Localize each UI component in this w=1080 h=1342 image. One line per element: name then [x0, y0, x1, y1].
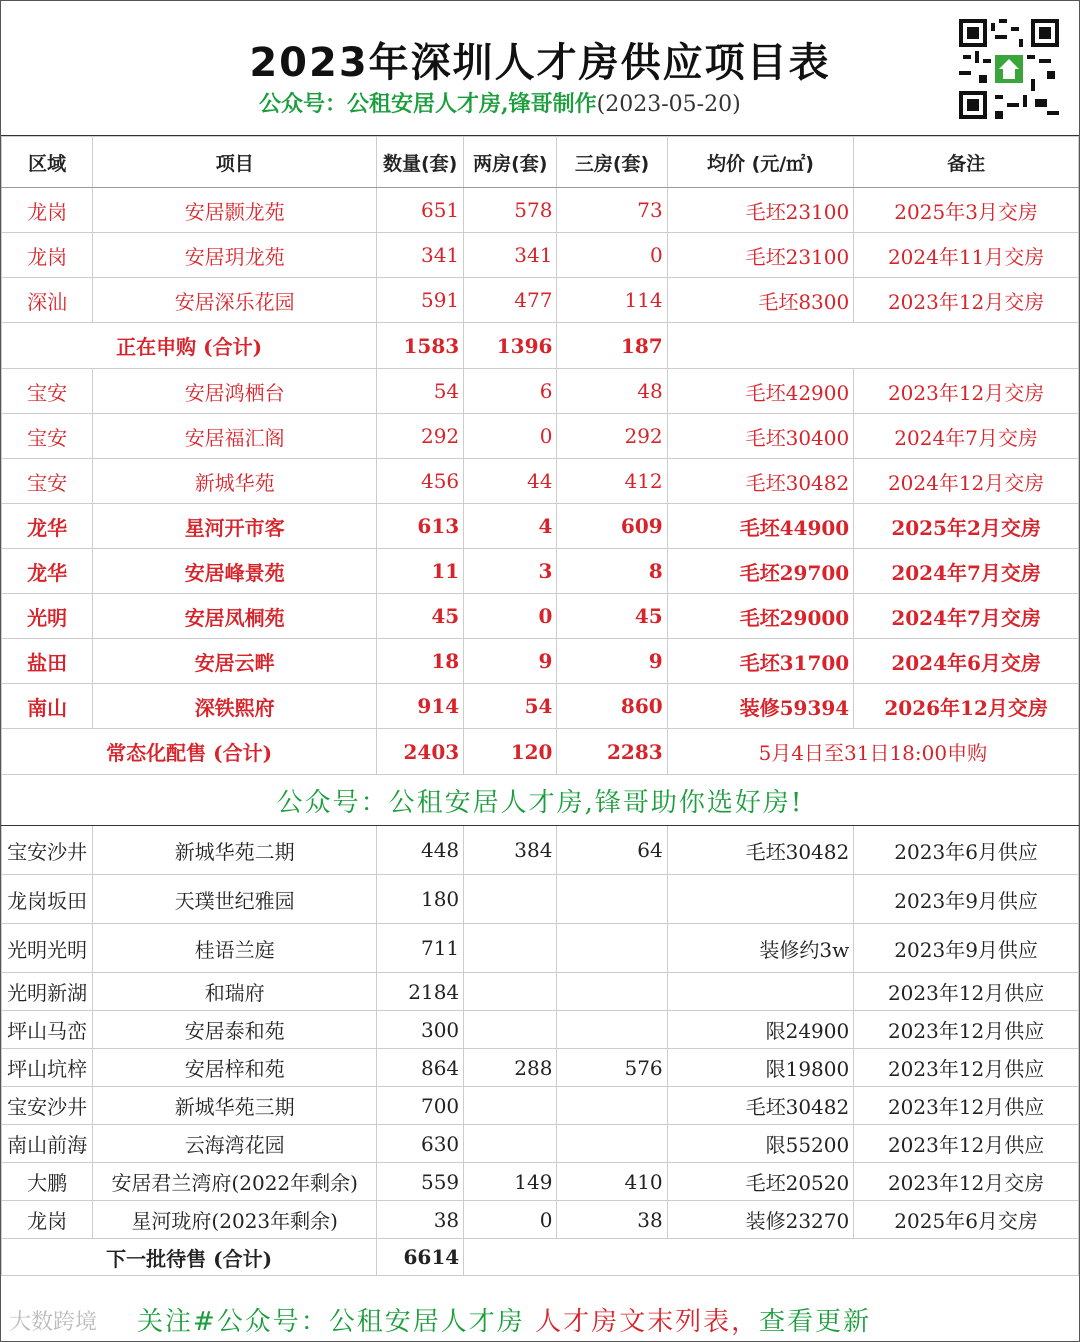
table-cell: 2023年9月供应 [854, 875, 1079, 924]
subtotal-row [2, 1239, 1079, 1276]
table-cell: 2026年12月交房 [854, 684, 1079, 729]
table-row [2, 278, 1079, 323]
table-cell: 48 [557, 369, 667, 414]
table-cell: 2024年12月交房 [854, 459, 1079, 504]
table-cell: 2023年12月供应 [854, 1049, 1079, 1087]
table-cell: 龙岗 [2, 188, 93, 233]
table-cell: 2024年7月交房 [854, 414, 1079, 459]
table-cell: 毛坯44900 [667, 504, 854, 549]
table-cell: 2184 [377, 973, 464, 1011]
table-cell: 0 [464, 594, 557, 639]
table-cell: 毛坯30482 [667, 826, 854, 875]
table-cell: 盐田 [2, 639, 93, 684]
table-row [2, 414, 1079, 459]
table-cell [667, 875, 854, 924]
table-cell: 天璞世纪雅园 [93, 875, 377, 924]
table-cell: 288 [464, 1049, 557, 1087]
table-cell: 装修约3w [667, 924, 854, 973]
table-row [2, 233, 1079, 278]
table-cell: 11 [377, 549, 464, 594]
table-cell: 9 [557, 639, 667, 684]
subtotal-cell: 120 [464, 729, 557, 775]
table-cell: 宝安沙井 [2, 826, 93, 875]
table-cell [464, 973, 557, 1011]
table-cell: 2024年6月交房 [854, 639, 1079, 684]
table-row [2, 369, 1079, 414]
table-cell: 651 [377, 188, 464, 233]
table-cell: 448 [377, 826, 464, 875]
table-cell: 毛坯30482 [667, 459, 854, 504]
table-cell: 914 [377, 684, 464, 729]
table-cell: 38 [377, 1201, 464, 1239]
table-cell [557, 1011, 667, 1049]
footer-part3: 查看更新 [759, 1307, 872, 1337]
table-cell: 南山 [2, 684, 93, 729]
table-cell: 711 [377, 924, 464, 973]
table-cell: 宝安 [2, 369, 93, 414]
table-cell: 2024年7月交房 [854, 594, 1079, 639]
column-header: 区域 [2, 137, 93, 188]
table-cell: 341 [377, 233, 464, 278]
table-cell: 新城华苑三期 [93, 1087, 377, 1125]
table-cell: 149 [464, 1163, 557, 1201]
table-cell: 限24900 [667, 1011, 854, 1049]
table-cell [557, 875, 667, 924]
table-cell: 宝安 [2, 459, 93, 504]
table-cell: 180 [377, 875, 464, 924]
column-header: 三房(套) [557, 137, 667, 188]
table-cell: 2023年12月供应 [854, 1125, 1079, 1163]
table-cell: 559 [377, 1163, 464, 1201]
promo-banner-text: 公众号：公租安居人才房,锋哥助你选好房! [2, 775, 1079, 826]
table-cell: 864 [377, 1049, 464, 1087]
column-header: 均价 (元/㎡) [667, 137, 854, 188]
table-cell: 54 [377, 369, 464, 414]
table-row [2, 1163, 1079, 1201]
table-cell: 591 [377, 278, 464, 323]
table-cell: 2023年12月交房 [854, 1163, 1079, 1201]
table-row [2, 639, 1079, 684]
table-cell: 860 [557, 684, 667, 729]
subtotal-cell: 2403 [377, 729, 464, 775]
table-cell: 安居颢龙苑 [93, 188, 377, 233]
table-cell: 安居泰和苑 [93, 1011, 377, 1049]
table-cell: 光明 [2, 594, 93, 639]
table-header-row [2, 137, 1079, 188]
table-cell: 630 [377, 1125, 464, 1163]
table-cell: 安居峰景苑 [93, 549, 377, 594]
table-cell: 609 [557, 504, 667, 549]
table-cell [557, 1087, 667, 1125]
table-cell: 星河珑府(2023年剩余) [93, 1201, 377, 1239]
table-cell: 3 [464, 549, 557, 594]
table-cell: 限55200 [667, 1125, 854, 1163]
table-cell: 9 [464, 639, 557, 684]
table-cell: 龙华 [2, 504, 93, 549]
subtotal-cell: 常态化配售 (合计) [2, 729, 377, 775]
table-cell: 安居云畔 [93, 639, 377, 684]
table-cell: 2023年12月交房 [854, 369, 1079, 414]
table-cell: 安居福汇阁 [93, 414, 377, 459]
table-row [2, 504, 1079, 549]
table-cell: 装修23270 [667, 1201, 854, 1239]
subtotal-row [2, 323, 1079, 369]
table-cell: 2024年7月交房 [854, 549, 1079, 594]
table-cell: 毛坯8300 [667, 278, 854, 323]
table-cell: 8 [557, 549, 667, 594]
subtotal-cell: 187 [557, 323, 667, 369]
table-cell: 光明新湖 [2, 973, 93, 1011]
table-cell [464, 1011, 557, 1049]
column-header: 备注 [854, 137, 1079, 188]
table-row [2, 459, 1079, 504]
table-cell: 45 [377, 594, 464, 639]
table-cell: 毛坯20520 [667, 1163, 854, 1201]
table-row [2, 1049, 1079, 1087]
table-cell: 龙岗 [2, 1201, 93, 1239]
table-cell: 宝安 [2, 414, 93, 459]
page-title: 2023年深圳人才房供应项目表 [249, 40, 831, 86]
table-cell: 2023年12月供应 [854, 1087, 1079, 1125]
table-cell: 114 [557, 278, 667, 323]
table-cell: 700 [377, 1087, 464, 1125]
table-cell: 南山前海 [2, 1125, 93, 1163]
subtitle-date: (2023-05-20) [596, 92, 741, 117]
table-row [2, 973, 1079, 1011]
table-cell: 456 [377, 459, 464, 504]
footer-part1: 关注#公众号：公租安居人才房 [137, 1307, 536, 1337]
table-cell: 576 [557, 1049, 667, 1087]
subtotal-cell [464, 1239, 1079, 1276]
housing-table [1, 136, 1079, 1276]
qr-code-icon[interactable] [959, 19, 1059, 119]
table-cell: 18 [377, 639, 464, 684]
table-cell [557, 973, 667, 1011]
table-cell: 和瑞府 [93, 973, 377, 1011]
table-cell: 2025年2月交房 [854, 504, 1079, 549]
table-cell: 装修59394 [667, 684, 854, 729]
subtotal-cell: 6614 [377, 1239, 464, 1276]
table-cell: 54 [464, 684, 557, 729]
table-cell: 毛坯29000 [667, 594, 854, 639]
subtotal-cell: 5月4日至31日18:00申购 [667, 729, 1078, 775]
table-cell: 大鹏 [2, 1163, 93, 1201]
table-cell: 44 [464, 459, 557, 504]
table-row [2, 826, 1079, 875]
table-cell: 384 [464, 826, 557, 875]
table-row [2, 684, 1079, 729]
table-cell: 毛坯30400 [667, 414, 854, 459]
table-cell [464, 1125, 557, 1163]
footer-banner [1, 1305, 1079, 1337]
watermark: 大数跨境 [9, 1310, 98, 1335]
table-cell: 73 [557, 188, 667, 233]
table-cell: 4 [464, 504, 557, 549]
table-cell [557, 1125, 667, 1163]
table-cell: 星河开市客 [93, 504, 377, 549]
table-cell: 毛坯42900 [667, 369, 854, 414]
table-cell: 毛坯23100 [667, 188, 854, 233]
table-cell: 412 [557, 459, 667, 504]
table-cell: 300 [377, 1011, 464, 1049]
subtotal-cell: 正在申购 (合计) [2, 323, 377, 369]
table-cell: 2023年6月供应 [854, 826, 1079, 875]
table-cell: 0 [464, 1201, 557, 1239]
table-row [2, 1087, 1079, 1125]
subtotal-cell [667, 323, 1078, 369]
promo-banner-row [2, 775, 1079, 826]
table-row [2, 1201, 1079, 1239]
table-cell: 613 [377, 504, 464, 549]
table-cell: 2023年12月供应 [854, 973, 1079, 1011]
table-cell: 477 [464, 278, 557, 323]
header [1, 1, 1079, 136]
table-cell: 安居玥龙苑 [93, 233, 377, 278]
table-cell: 2024年11月交房 [854, 233, 1079, 278]
table-cell: 38 [557, 1201, 667, 1239]
table-row [2, 549, 1079, 594]
table-cell: 292 [377, 414, 464, 459]
table-cell [464, 1087, 557, 1125]
table-cell: 坪山马峦 [2, 1011, 93, 1049]
table-cell: 限19800 [667, 1049, 854, 1087]
table-cell: 安居梓和苑 [93, 1049, 377, 1087]
table-cell: 新城华苑二期 [93, 826, 377, 875]
table-cell: 292 [557, 414, 667, 459]
table-cell: 578 [464, 188, 557, 233]
table-cell: 云海湾花园 [93, 1125, 377, 1163]
table-cell: 安居君兰湾府(2022年剩余) [93, 1163, 377, 1201]
table-cell: 龙岗 [2, 233, 93, 278]
subtotal-row [2, 729, 1079, 775]
table-row [2, 875, 1079, 924]
table-cell: 安居凤桐苑 [93, 594, 377, 639]
table-cell: 毛坯30482 [667, 1087, 854, 1125]
table-cell: 2025年6月交房 [854, 1201, 1079, 1239]
table-row [2, 1011, 1079, 1049]
column-header: 两房(套) [464, 137, 557, 188]
table-row [2, 1125, 1079, 1163]
table-cell: 2023年12月供应 [854, 1011, 1079, 1049]
table-cell: 光明光明 [2, 924, 93, 973]
column-header: 数量(套) [377, 137, 464, 188]
table-cell: 6 [464, 369, 557, 414]
column-header: 项目 [93, 137, 377, 188]
table-cell [667, 973, 854, 1011]
table-cell: 安居深乐花园 [93, 278, 377, 323]
table-cell: 桂语兰庭 [93, 924, 377, 973]
table-row [2, 594, 1079, 639]
table-cell: 2025年3月交房 [854, 188, 1079, 233]
table-cell: 新城华苑 [93, 459, 377, 504]
table-cell: 毛坯31700 [667, 639, 854, 684]
table-cell [557, 924, 667, 973]
table-cell: 410 [557, 1163, 667, 1201]
table-cell: 宝安沙井 [2, 1087, 93, 1125]
table-cell: 64 [557, 826, 667, 875]
table-cell: 0 [557, 233, 667, 278]
table-cell: 2023年12月交房 [854, 278, 1079, 323]
table-cell [464, 875, 557, 924]
subtotal-cell: 1396 [464, 323, 557, 369]
subtitle [259, 87, 741, 118]
table-cell: 毛坯23100 [667, 233, 854, 278]
subtotal-cell: 下一批待售 (合计) [2, 1239, 377, 1276]
table-cell: 龙岗坂田 [2, 875, 93, 924]
table-cell: 2023年9月供应 [854, 924, 1079, 973]
table-cell [464, 924, 557, 973]
subtitle-label: 公众号：公租安居人才房,锋哥制作 [259, 91, 597, 117]
footer-part2: 人才房文末列表， [535, 1307, 760, 1337]
table-cell: 坪山坑梓 [2, 1049, 93, 1087]
table-cell: 45 [557, 594, 667, 639]
table-row [2, 188, 1079, 233]
subtotal-cell: 2283 [557, 729, 667, 775]
footer-text [137, 1301, 871, 1338]
table-cell: 安居鸿栖台 [93, 369, 377, 414]
table-cell: 341 [464, 233, 557, 278]
table-cell: 深铁熙府 [93, 684, 377, 729]
table-cell: 0 [464, 414, 557, 459]
subtotal-cell: 1583 [377, 323, 464, 369]
table-cell: 毛坯29700 [667, 549, 854, 594]
table-row [2, 924, 1079, 973]
table-cell: 龙华 [2, 549, 93, 594]
table-cell: 深汕 [2, 278, 93, 323]
